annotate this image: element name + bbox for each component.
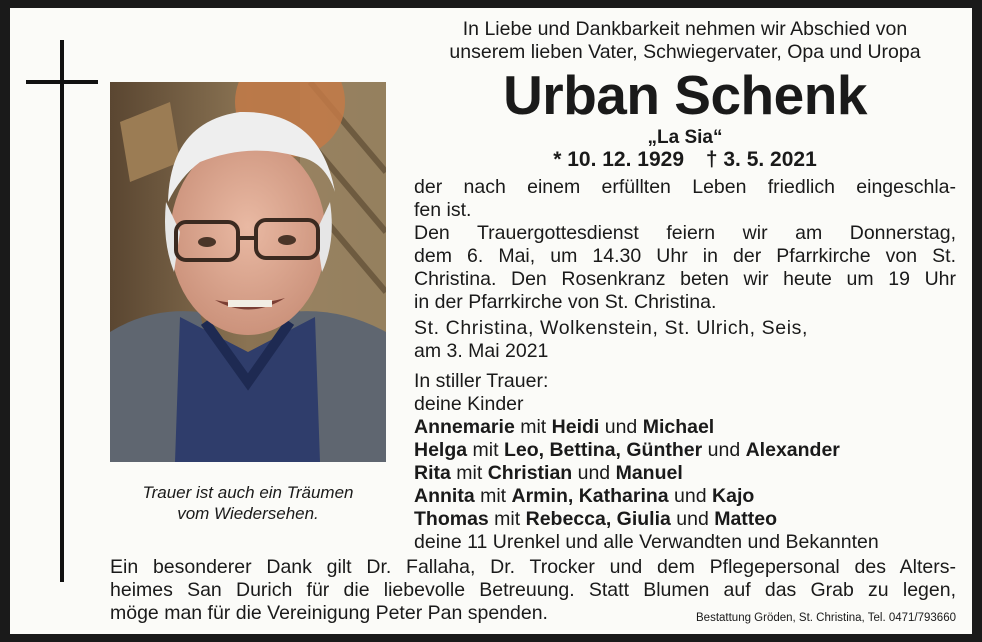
obituary-card [10,8,972,634]
connector-text: mit [474,485,512,507]
family-name: Leo, Bettina, Günther [503,439,703,461]
family-name: Kajo [712,485,755,507]
family-name: Armin, Katharina [511,485,669,507]
connector-text: und [572,462,616,484]
connector-text: mit [514,416,552,438]
date-line: am 3. Mai 2021 [414,340,549,362]
family-name: Annita [414,485,475,507]
mourners-intro: deine Kinder [414,393,524,415]
cross-icon [60,40,64,582]
connector-text: und [702,439,746,461]
connector-text: mit [450,462,488,484]
intro-line: unserem lieben Vater, Schwiegervater, Opa und Uropa [449,41,921,63]
connector-text: und [670,508,715,530]
cross-icon-bar [26,80,98,84]
thanks-line: heimes San Durich für die liebevolle Betreuung. Statt Blumen auf das Grab zu legen, [110,579,956,601]
mourners-intro: In stiller Trauer: [414,370,549,392]
family-name: Helga [414,439,468,461]
family-line [414,439,956,462]
deceased-name: Urban Schenk [503,64,867,126]
caption-line: vom Wiedersehen. [177,504,319,523]
body-line: in der Pfarrkirche von St. Christina. [414,291,717,313]
family-name: Rita [414,462,451,484]
family-name: Michael [642,416,715,438]
family-line [414,508,956,531]
thanks-line: Ein besonderer Dank gilt Dr. Fallaha, Dr. Trocker und dem Pflegepersonal des Alters- [110,556,956,578]
family-name: Heidi [551,416,600,438]
intro-line: In Liebe und Dankbarkeit nehmen wir Abschied von [462,18,908,40]
funeral-home-credit: Bestattung Gröden, St. Christina, Tel. 0471/793660 [696,612,956,624]
connector-text: mit [488,508,526,530]
family-line [414,485,956,508]
caption-line: Trauer ist auch ein Träumen [142,483,354,502]
body-line: dem 6. Mai, um 14.30 Uhr in der Pfarrkirche von St. [414,245,956,267]
mourners-outro: deine 11 Urenkel und alle Verwandten und Bekannten [414,531,879,553]
family-name: Christian [487,462,573,484]
body-line: Christina. Den Rosenkranz beten wir heute um 19 Uhr [414,268,956,290]
body-line: Den Trauergottesdienst feiern wir am Donnerstag, [414,222,956,244]
family-name: Manuel [615,462,683,484]
death-date: † 3. 5. 2021 [705,148,817,171]
body-line: fen ist. [414,199,472,221]
deceased-nickname: „La Sia“ [647,127,723,148]
connector-text: mit [467,439,504,461]
family-line [414,462,956,485]
family-line [414,416,956,439]
birth-date: * 10. 12. 1929 [553,148,684,171]
life-dates [414,148,956,172]
family-name: Annemarie [414,416,515,438]
place-line: St. Christina, Wolkenstein, St. Ulrich, Seis, [414,317,809,339]
body-line: der nach einem erfüllten Leben friedlich eingeschla- [414,176,956,198]
portrait-photo [110,82,386,462]
family-name: Matteo [714,508,778,530]
photo-caption [110,482,386,524]
family-name: Alexander [745,439,840,461]
family-name: Thomas [414,508,489,530]
family-name: Rebecca, Giulia [525,508,671,530]
connector-text: und [668,485,713,507]
connector-text: und [599,416,643,438]
thanks-line: möge man für die Vereinigung Peter Pan spenden. [110,602,548,624]
